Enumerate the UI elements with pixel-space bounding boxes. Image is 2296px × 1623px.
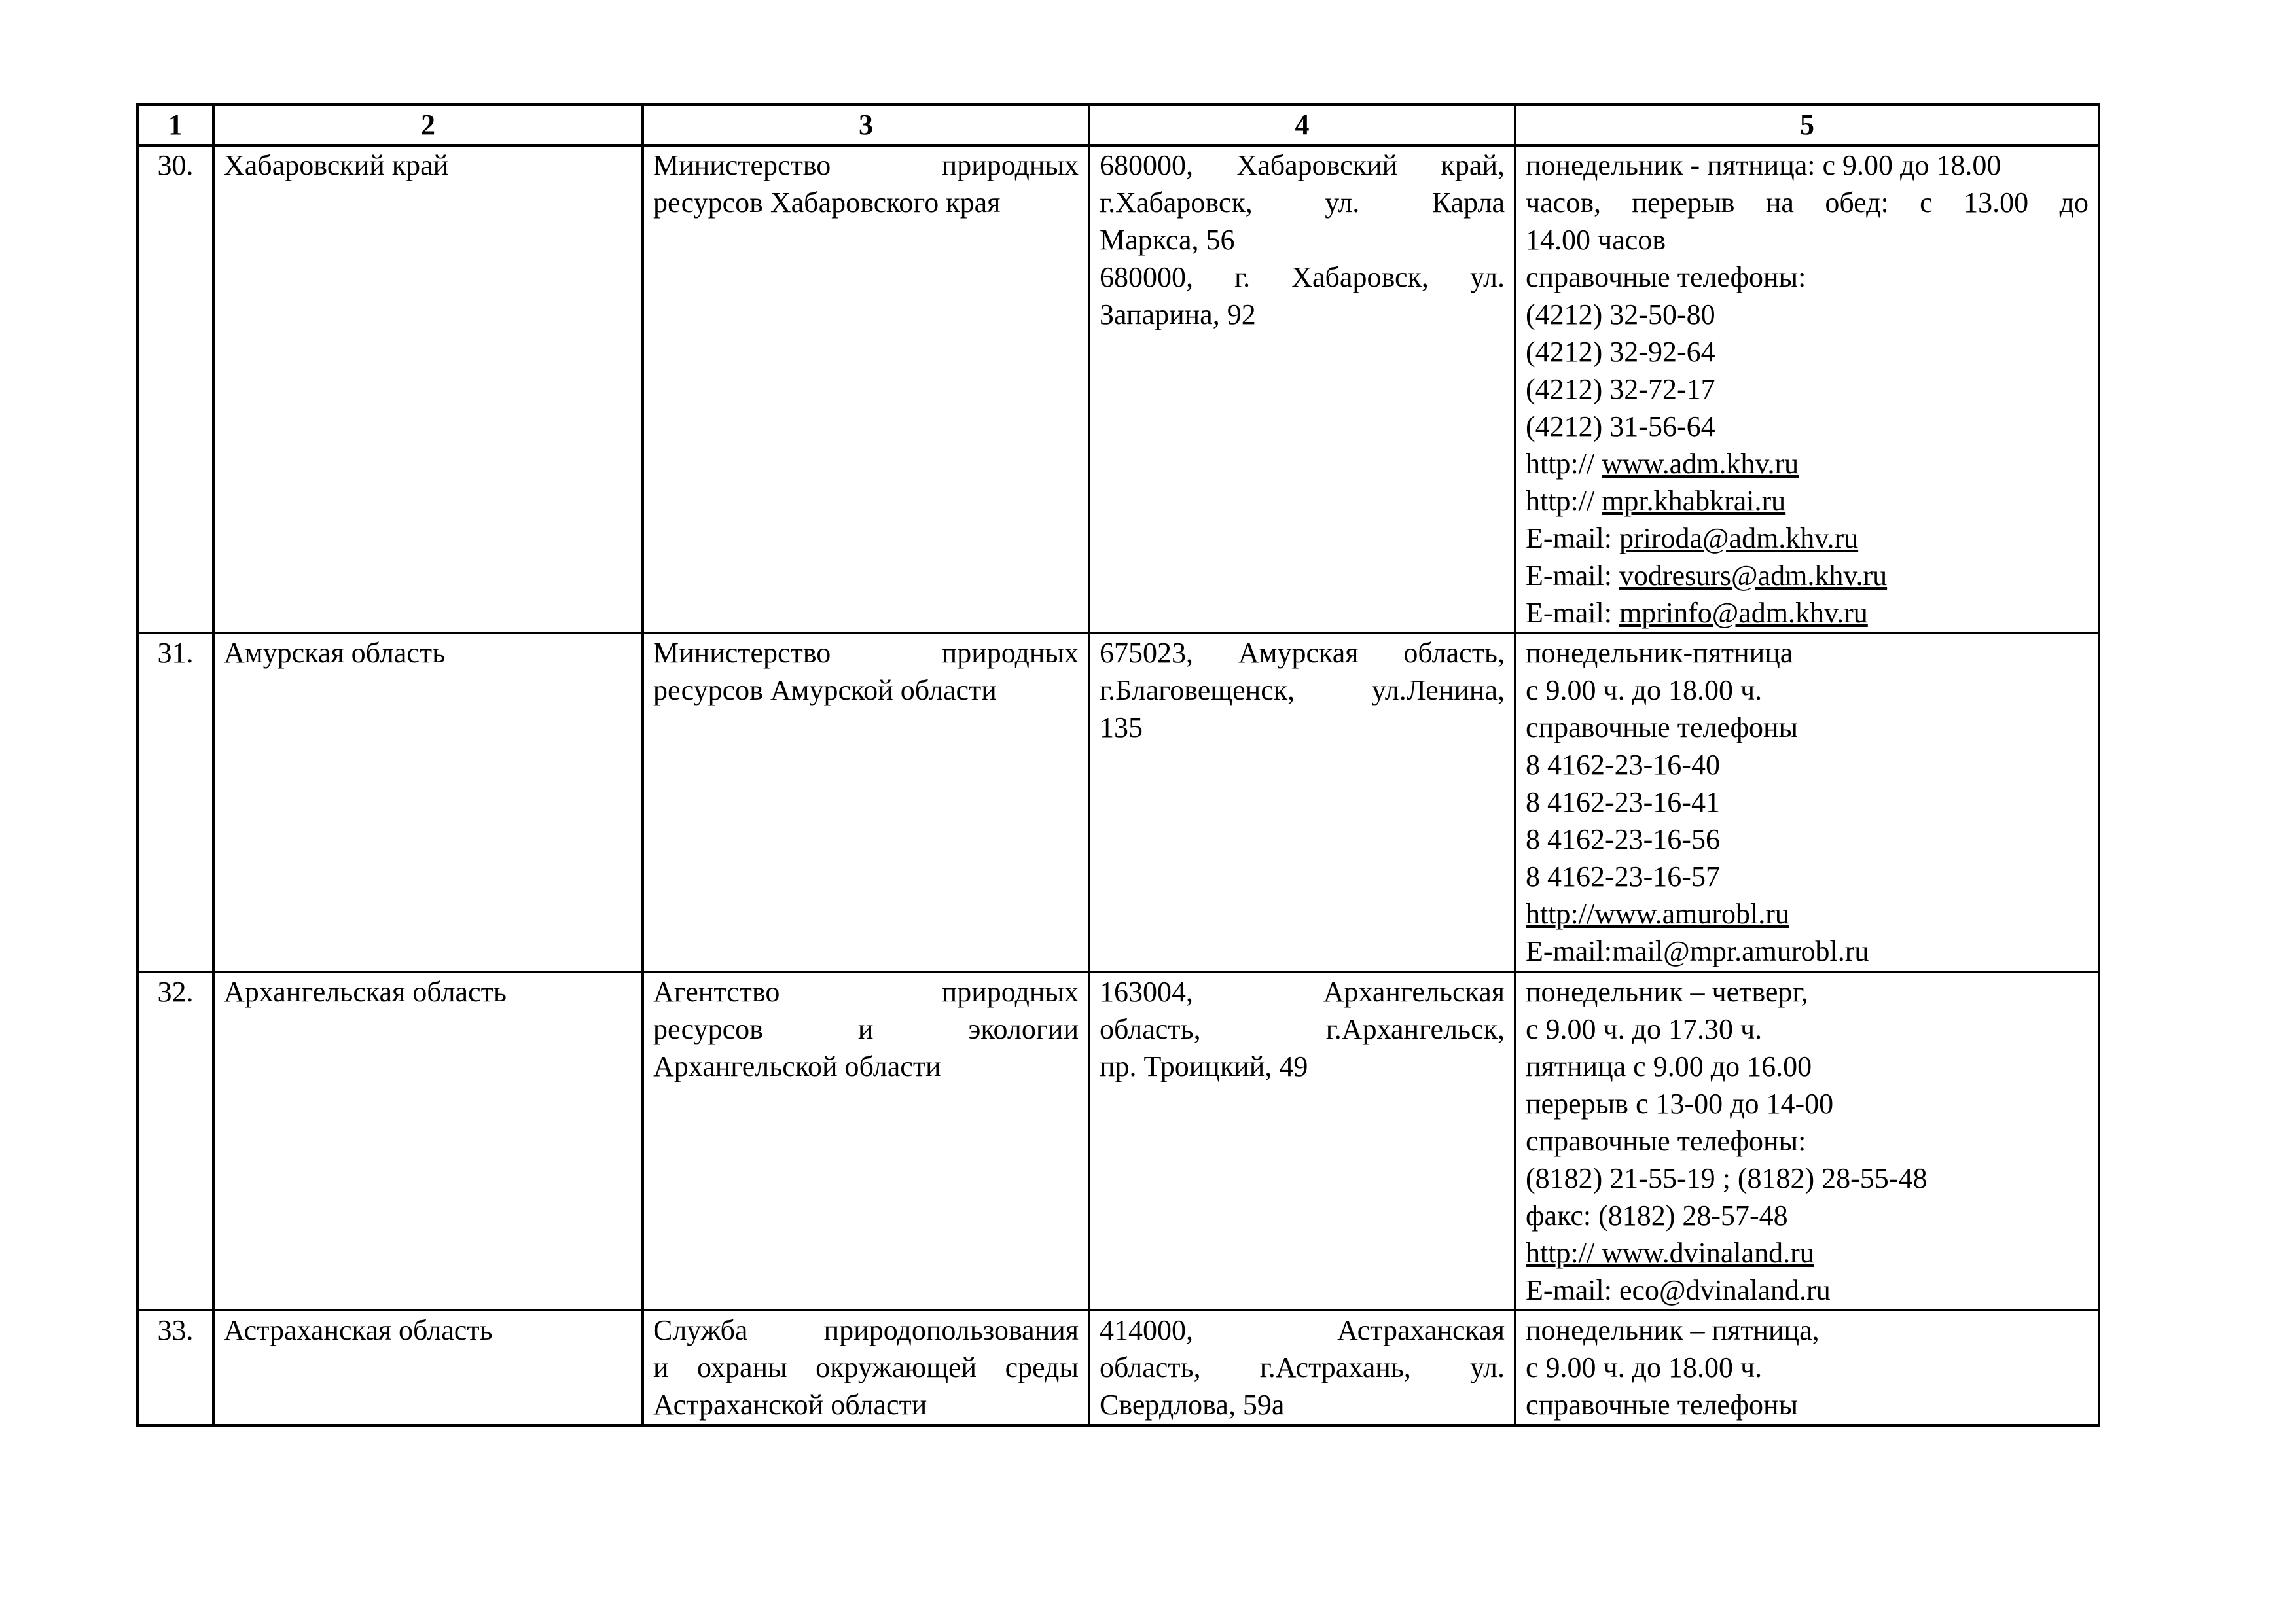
table-row — [137, 1310, 2099, 1425]
region-name: Амурская область — [213, 633, 643, 972]
table-row — [137, 972, 2099, 1310]
contact-line: понедельник – пятница, — [1526, 1314, 1820, 1346]
col-header-1: 1 — [137, 105, 213, 145]
region-name: Астраханская область — [213, 1310, 643, 1425]
contact-line: часов, перерыв на обед: с 13.00 до — [1526, 187, 2089, 219]
contacts — [1515, 633, 2099, 972]
agency-line: Министерство природных — [653, 149, 1079, 181]
contact-line: с 9.00 ч. до 18.00 ч. — [1526, 1351, 1763, 1383]
contact-prefix: http:// — [1526, 485, 1602, 517]
contact-line: перерыв с 13-00 до 14-00 — [1526, 1088, 1834, 1120]
contact-line: 14.00 часов — [1526, 224, 1666, 256]
col-header-3: 3 — [643, 105, 1089, 145]
contact-line: 8 4162-23-16-40 — [1526, 749, 1720, 781]
address-line: 414000, Астраханская — [1100, 1314, 1505, 1346]
address — [1089, 633, 1515, 972]
agency-name — [643, 1310, 1089, 1425]
contact-prefix: E-mail: — [1526, 522, 1619, 554]
contact-line: справочные телефоны: — [1526, 1125, 1806, 1157]
row-number: 33. — [137, 1310, 213, 1425]
agency-line: Агентство природных — [653, 976, 1079, 1008]
contact-link[interactable]: mprinfo@adm.khv.ru — [1619, 597, 1868, 629]
contact-line: (4212) 31-56-64 — [1526, 410, 1715, 442]
col-header-4: 4 — [1089, 105, 1515, 145]
contact-line: справочные телефоны: — [1526, 261, 1806, 293]
contact-line — [1526, 594, 2089, 632]
region-name: Хабаровский край — [213, 145, 643, 633]
agency-name — [643, 633, 1089, 972]
row-number: 31. — [137, 633, 213, 972]
contact-line: с 9.00 ч. до 17.30 ч. — [1526, 1013, 1763, 1045]
row-number: 32. — [137, 972, 213, 1310]
contact-line: с 9.00 ч. до 18.00 ч. — [1526, 674, 1763, 706]
agency-line: ресурсов Хабаровского края — [653, 187, 1001, 219]
address-line: Маркса, 56 — [1100, 224, 1235, 256]
address-line: 680000, г. Хабаровск, ул. — [1100, 261, 1505, 293]
address-line: Запарина, 92 — [1100, 298, 1256, 330]
address-line: 680000, Хабаровский край, — [1100, 149, 1505, 181]
region-name: Архангельская область — [213, 972, 643, 1310]
address-line: 135 — [1100, 711, 1143, 743]
contact-line: пятница с 9.00 до 16.00 — [1526, 1050, 1812, 1082]
table-row — [137, 145, 2099, 633]
contact-line: справочные телефоны — [1526, 1389, 1799, 1421]
contact-line: понедельник – четверг, — [1526, 976, 1808, 1008]
contact-line: 8 4162-23-16-56 — [1526, 823, 1720, 855]
agency-line: Архангельской области — [653, 1050, 941, 1082]
agency-line: Служба природопользования — [653, 1314, 1079, 1346]
address-line: область, г.Астрахань, ул. — [1100, 1351, 1505, 1383]
contact-line: понедельник-пятница — [1526, 637, 1793, 669]
contact-link[interactable]: www.adm.khv.ru — [1602, 448, 1799, 480]
contact-line: 8 4162-23-16-41 — [1526, 786, 1720, 818]
contact-link[interactable]: vodresurs@adm.khv.ru — [1619, 560, 1888, 592]
contact-line — [1526, 520, 2089, 557]
contact-line: (4212) 32-92-64 — [1526, 336, 1715, 368]
agency-line: ресурсов Амурской области — [653, 674, 997, 706]
address — [1089, 1310, 1515, 1425]
contacts — [1515, 972, 2099, 1310]
agency-line: и охраны окружающей среды — [653, 1351, 1079, 1383]
contact-link[interactable]: mpr.khabkrai.ru — [1602, 485, 1786, 517]
agency-line: Министерство природных — [653, 637, 1079, 669]
contact-line: E-mail:mail@mpr.amurobl.ru — [1526, 935, 1869, 967]
contact-prefix: E-mail: — [1526, 560, 1619, 592]
table-body — [137, 145, 2099, 1425]
contact-link[interactable]: http:// www.dvinaland.ru — [1526, 1237, 1814, 1269]
address-line: 163004, Архангельская — [1100, 976, 1505, 1008]
address — [1089, 972, 1515, 1310]
col-header-5: 5 — [1515, 105, 2099, 145]
address-line: г.Благовещенск, ул.Ленина, — [1100, 674, 1505, 706]
address-line: г.Хабаровск, ул. Карла — [1100, 187, 1505, 219]
agency-name — [643, 972, 1089, 1310]
table-row — [137, 633, 2099, 972]
contact-line — [1526, 482, 2089, 520]
contact-line — [1526, 445, 2089, 482]
contact-line: E-mail: eco@dvinaland.ru — [1526, 1274, 1831, 1306]
col-header-2: 2 — [213, 105, 643, 145]
registry-table — [136, 103, 2100, 1427]
agency-name — [643, 145, 1089, 633]
contacts — [1515, 145, 2099, 633]
contact-line — [1526, 1234, 2089, 1272]
contact-link[interactable]: http://www.amurobl.ru — [1526, 898, 1789, 930]
contact-line: (4212) 32-50-80 — [1526, 298, 1715, 330]
address-line: пр. Троицкий, 49 — [1100, 1050, 1308, 1082]
address-line: 675023, Амурская область, — [1100, 637, 1505, 669]
contacts — [1515, 1310, 2099, 1425]
address-line: область, г.Архангельск, — [1100, 1013, 1505, 1045]
contact-line: справочные телефоны — [1526, 711, 1799, 743]
contact-line: понедельник - пятница: с 9.00 до 18.00 — [1526, 149, 2001, 181]
contact-line: 8 4162-23-16-57 — [1526, 861, 1720, 893]
row-number: 30. — [137, 145, 213, 633]
header-row — [137, 105, 2099, 145]
contact-line: (8182) 21-55-19 ; (8182) 28-55-48 — [1526, 1162, 1928, 1194]
agency-line: ресурсов и экологии — [653, 1013, 1079, 1045]
contact-line — [1526, 895, 2089, 933]
contact-link[interactable]: priroda@adm.khv.ru — [1619, 522, 1859, 554]
address-line: Свердлова, 59а — [1100, 1389, 1285, 1421]
contact-prefix: E-mail: — [1526, 597, 1619, 629]
agency-line: Астраханской области — [653, 1389, 927, 1421]
contact-line — [1526, 557, 2089, 594]
contact-line: (4212) 32-72-17 — [1526, 373, 1715, 405]
address — [1089, 145, 1515, 633]
contact-line: факс: (8182) 28-57-48 — [1526, 1200, 1788, 1232]
contact-prefix: http:// — [1526, 448, 1602, 480]
